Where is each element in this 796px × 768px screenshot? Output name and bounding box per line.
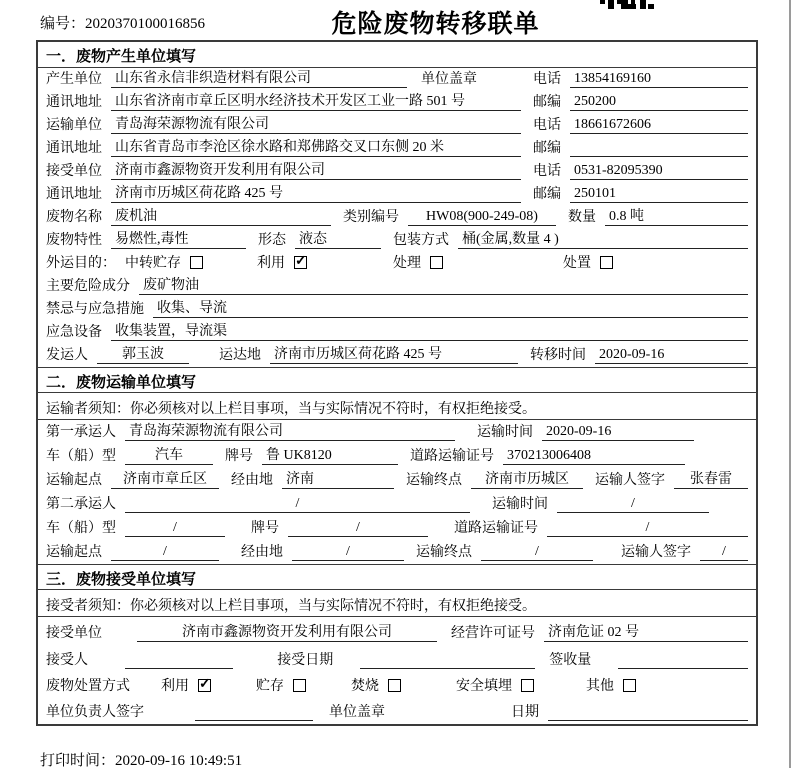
taboo-label: 禁忌与应急措施	[46, 302, 144, 317]
quantity-label: 数量	[568, 210, 596, 225]
phone3-value: 0531-82095390	[570, 163, 748, 180]
purpose-option-treat	[393, 252, 563, 272]
emergency-equipment-row	[38, 321, 756, 344]
sign1-label: 运输人签字	[595, 473, 665, 488]
vehicle2-row	[38, 516, 756, 540]
acceptor-label: 接受人	[46, 653, 88, 668]
checkbox-utilize	[294, 256, 307, 269]
accept-unit-label: 接受单位	[46, 626, 102, 641]
via1-label: 经由地	[231, 473, 273, 488]
checkbox-disposal-store	[293, 679, 306, 692]
purpose-option-label: 中转贮存	[125, 256, 181, 271]
destination-label: 运达地	[219, 348, 261, 363]
taboo-value: 收集、导流	[153, 297, 748, 318]
waste-name-label: 废物名称	[46, 210, 102, 225]
producer-address-row	[38, 91, 756, 114]
shipper-label: 发运人	[46, 348, 88, 363]
address2-value: 山东省青岛市李沧区徐水路和郑佛路交叉口东侧 20 米	[111, 136, 521, 157]
destination-value: 济南市历城区荷花路 425 号	[270, 343, 518, 364]
receiver-row	[38, 160, 756, 183]
characteristics-label: 废物特性	[46, 233, 102, 248]
plate1-value: 鲁 UK8120	[262, 444, 398, 465]
form-state-value: 液态	[295, 228, 381, 249]
zip2-value	[570, 140, 748, 157]
time1-label: 运输时间	[477, 425, 533, 440]
phone1-value: 13854169160	[570, 71, 748, 88]
end2-value: /	[481, 544, 593, 561]
purpose-option-transfer-storage	[125, 252, 257, 272]
shipper-value: 郭玉波	[97, 343, 189, 364]
hazard-component-row	[38, 275, 756, 298]
disposal-method-row	[38, 672, 756, 698]
form-state-label: 形态	[258, 233, 286, 248]
carrier1-label: 第一承运人	[46, 425, 116, 440]
checkbox-dispose	[600, 256, 613, 269]
time2-value: /	[557, 496, 709, 513]
receiver-label: 接受单位	[46, 164, 102, 179]
print-time-line	[40, 749, 242, 768]
disposal-option-label: 安全填埋	[456, 679, 512, 694]
transporter-value: 青岛海荣源物流有限公司	[111, 113, 521, 134]
vehicle1-row	[38, 444, 756, 468]
transporter-notice: 运输者须知：你必须核对以上栏目事项，当与实际情况不符时，有权拒绝接受。	[38, 393, 756, 420]
manager-sign-label: 单位负责人签字	[46, 705, 144, 720]
license1-value: 370213006408	[503, 448, 685, 465]
serial-label: 编号：	[40, 16, 86, 32]
zip1-label: 邮编	[533, 95, 561, 110]
producer-label: 产生单位	[46, 72, 102, 87]
carrier1-value: 青岛海荣源物流有限公司	[125, 420, 455, 441]
section2-header: 二．废物运输单位填写	[38, 367, 756, 393]
license2-label: 道路运输证号	[454, 521, 538, 536]
route1-row	[38, 468, 756, 492]
disposal-option-other	[586, 675, 636, 695]
date-label: 日期	[511, 705, 539, 720]
phone2-label: 电话	[533, 118, 561, 133]
manager-signature-row	[38, 698, 756, 724]
equipment-label: 应急设备	[46, 325, 102, 340]
phone1-label: 电话	[533, 72, 561, 87]
page-title: 危险废物转移联单	[331, 11, 540, 38]
origin1-label: 运输起点	[46, 473, 102, 488]
page-right-edge-line	[789, 0, 791, 768]
end1-label: 运输终点	[406, 473, 462, 488]
vehicle1-value: 汽车	[125, 444, 213, 465]
disposal-option-landfill	[456, 675, 586, 695]
via1-value: 济南	[282, 468, 394, 489]
via2-value: /	[292, 544, 404, 561]
hazard-label: 主要危险成分	[46, 279, 130, 294]
producer-value: 山东省永信非织造材料有限公司	[111, 67, 407, 88]
route2-row	[38, 540, 756, 564]
time2-label: 运输时间	[492, 497, 548, 512]
shipper-row	[38, 344, 756, 367]
accept-unit-row	[38, 617, 756, 645]
date-value	[548, 704, 748, 721]
disposal-option-incinerate	[351, 675, 456, 695]
section-transporter	[38, 367, 756, 564]
waste-name-value: 废机油	[111, 205, 331, 226]
receiver-notice: 接受者须知：你必须核对以上栏目事项，当与实际情况不符时，有权拒绝接受。	[38, 590, 756, 617]
zip3-label: 邮编	[533, 187, 561, 202]
disposal-option-label: 焚烧	[351, 679, 379, 694]
transport-purpose-row	[38, 252, 756, 275]
second-carrier-row	[38, 492, 756, 516]
acceptor-value	[125, 652, 233, 669]
accept-date-label: 接受日期	[277, 653, 334, 668]
vehicle2-label: 车（船）型	[46, 521, 116, 536]
phone3-label: 电话	[533, 164, 561, 179]
plate2-label: 牌号	[251, 521, 279, 536]
address3-label: 通讯地址	[46, 187, 102, 202]
phone2-value: 18661672606	[570, 117, 748, 134]
checkbox-treat	[430, 256, 443, 269]
permit-label: 经营许可证号	[451, 626, 535, 641]
transporter-label: 运输单位	[46, 118, 102, 133]
acceptor-row	[38, 645, 756, 672]
end2-label: 运输终点	[416, 545, 472, 560]
packaging-value: 桶(金属,数量 4 )	[458, 228, 748, 249]
received-qty-label: 签收量	[549, 653, 592, 668]
checkbox-transfer-storage	[190, 256, 203, 269]
purpose-option-utilize	[257, 252, 393, 272]
sign2-value: /	[700, 544, 748, 561]
manager-sign-value	[195, 704, 313, 721]
disposal-option-utilize	[161, 675, 256, 695]
section-producer	[38, 42, 756, 367]
section3-header: 三．废物接受单位填写	[38, 564, 756, 590]
receiver-value: 济南市鑫源物资开发利用有限公司	[111, 159, 521, 180]
producer-row	[38, 68, 756, 91]
carrier2-value: /	[125, 496, 470, 513]
zip2-label: 邮编	[533, 141, 561, 156]
zip3-value: 250101	[570, 186, 748, 203]
plate2-value: /	[288, 520, 428, 537]
time1-value: 2020-09-16	[542, 424, 694, 441]
carrier2-label: 第二承运人	[46, 497, 116, 512]
plate1-label: 牌号	[225, 449, 253, 464]
characteristics-value: 易燃性,毒性	[111, 228, 246, 249]
quantity-value: 0.8 吨	[605, 205, 748, 226]
first-carrier-row	[38, 420, 756, 444]
received-qty-value	[618, 652, 748, 669]
address1-value: 山东省济南市章丘区明水经济技术开发区工业一路 501 号	[111, 90, 521, 111]
transfer-time-label: 转移时间	[530, 348, 586, 363]
unit-seal2-label: 单位盖章	[329, 705, 385, 720]
disposal-option-label: 其他	[586, 679, 614, 694]
zip1-value: 250200	[570, 94, 748, 111]
purpose-label: 外运目的：	[46, 256, 116, 271]
via2-label: 经由地	[241, 545, 283, 560]
section-receiver	[38, 564, 756, 724]
address3-value: 济南市历城区荷花路 425 号	[111, 182, 521, 203]
vehicle2-value: /	[125, 520, 225, 537]
packaging-label: 包装方式	[393, 233, 449, 248]
permit-value: 济南危证 02 号	[544, 621, 748, 642]
license2-value: /	[547, 520, 748, 537]
waste-name-row	[38, 206, 756, 229]
disposal-option-store	[256, 675, 351, 695]
hazard-value: 废矿物油	[139, 274, 748, 295]
transporter-address-row	[38, 137, 756, 160]
transporter-row	[38, 114, 756, 137]
checkbox-disposal-utilize	[198, 679, 211, 692]
license1-label: 道路运输证号	[410, 449, 494, 464]
purpose-option-label: 处置	[563, 256, 591, 271]
receiver-address-row	[38, 183, 756, 206]
transfer-form-table	[36, 40, 758, 726]
origin1-value: 济南市章丘区	[111, 468, 219, 489]
disposal-label: 废物处置方式	[46, 679, 130, 694]
address1-label: 通讯地址	[46, 95, 102, 110]
waste-characteristics-row	[38, 229, 756, 252]
disposal-option-label: 利用	[161, 679, 189, 694]
disposal-option-label: 贮存	[256, 679, 284, 694]
taboo-measures-row	[38, 298, 756, 321]
print-time-label: 打印时间：	[40, 753, 116, 768]
address2-label: 通讯地址	[46, 141, 102, 156]
transfer-time-value: 2020-09-16	[595, 347, 748, 364]
purpose-option-label: 利用	[257, 256, 285, 271]
equipment-value: 收集装置，导流渠	[111, 320, 748, 341]
sign1-value: 张春雷	[674, 468, 748, 489]
accept-date-value	[360, 652, 535, 669]
end1-value: 济南市历城区	[471, 468, 583, 489]
origin2-label: 运输起点	[46, 545, 102, 560]
purpose-option-dispose	[563, 252, 613, 272]
category-value: HW08(900-249-08)	[408, 209, 556, 226]
unit-seal-label: 单位盖章	[421, 72, 477, 87]
sign2-label: 运输人签字	[621, 545, 691, 560]
serial-number: 2020370100016856	[85, 16, 206, 32]
category-label: 类别编号	[343, 210, 399, 225]
checkbox-disposal-other	[623, 679, 636, 692]
section1-header: 一．废物产生单位填写	[38, 42, 756, 68]
accept-unit-value: 济南市鑫源物资开发利用有限公司	[137, 621, 437, 642]
purpose-option-label: 处理	[393, 256, 421, 271]
print-time-value: 2020-09-16 10:49:51	[115, 753, 243, 768]
checkbox-disposal-landfill	[521, 679, 534, 692]
origin2-value: /	[111, 544, 219, 561]
vehicle1-label: 车（船）型	[46, 449, 116, 464]
checkbox-disposal-incinerate	[388, 679, 401, 692]
